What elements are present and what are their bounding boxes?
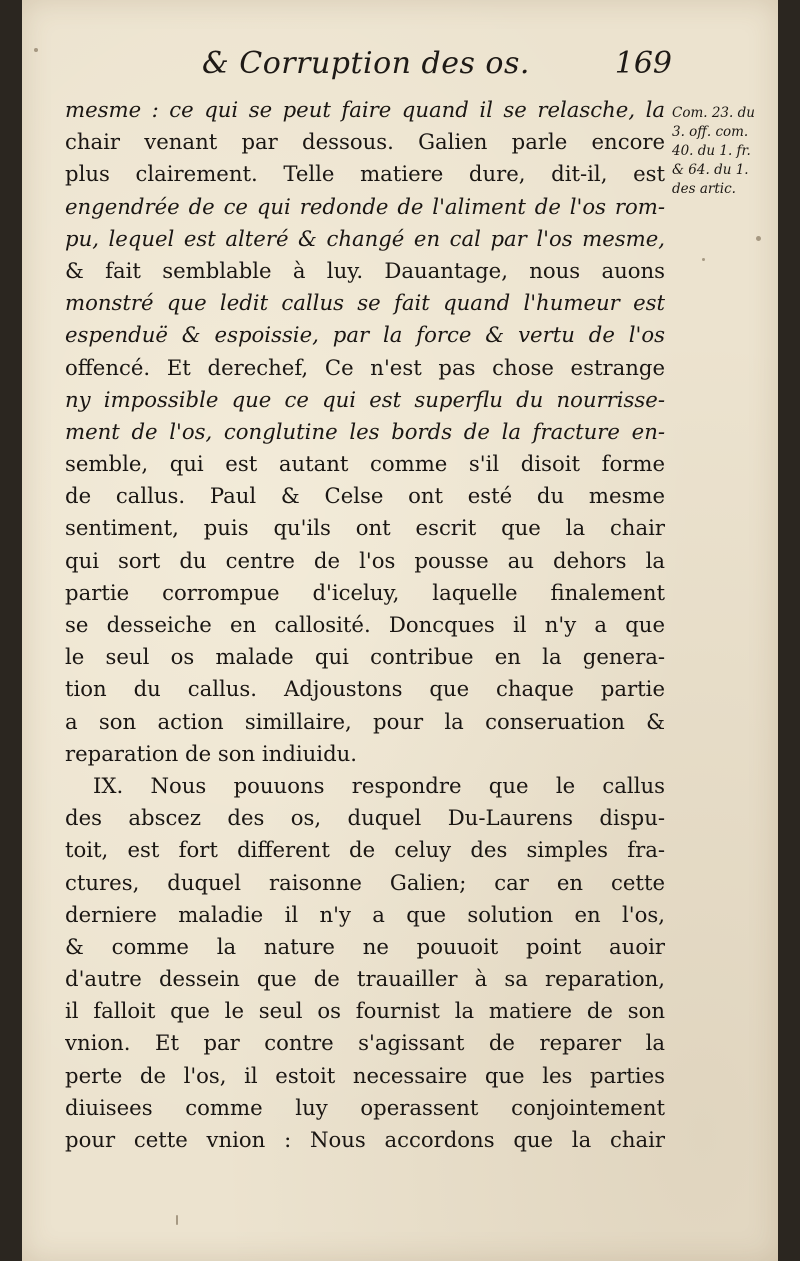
text-line: monstré que ledit callus se fait quand l'humeur est: [65, 290, 665, 316]
text-line: ment de l'os, conglutine les bords de la fracture en-: [65, 418, 665, 444]
text-line: chair venant par dessous. Galien parle encore: [65, 129, 665, 155]
text-line: il falloit que le seul os fournist la matiere de son: [65, 998, 665, 1024]
text-line: qui sort du centre de l'os pousse au dehors la: [65, 547, 665, 573]
margin-note-line: des artic.: [672, 181, 736, 197]
text-line: pu, lequel est alteré & changé en cal par l'os mesme,: [65, 225, 665, 251]
text-line: tion du callus. Adjoustons que chaque partie: [65, 676, 665, 702]
text-line: ctures, duquel raisonne Galien; car en cette: [65, 869, 665, 895]
text-line: semble, qui est autant comme s'il disoit forme: [65, 451, 665, 477]
body-text: [65, 94, 665, 1156]
paper-speck: [34, 48, 38, 52]
paper-speck: [702, 258, 705, 261]
text-line: a son action simillaire, pour la conseruation &: [65, 708, 665, 734]
text-line: plus clairement. Telle matiere dure, dit-il, est: [65, 161, 665, 187]
book-page: [22, 0, 778, 1261]
text-line: le seul os malade qui contribue en la genera-: [65, 644, 665, 670]
page-number: 169: [614, 46, 672, 81]
text-line: sentiment, puis qu'ils ont escrit que la chair: [65, 515, 665, 541]
running-title: & Corruption des os.: [202, 46, 530, 81]
section-heading-line: IX. Nous pouuons respondre que le callus: [93, 772, 665, 798]
paper-speck: [756, 236, 761, 241]
text-line: pour cette vnion : Nous accordons que la chair: [65, 1127, 665, 1152]
text-line: reparation de son indiuidu.: [65, 740, 358, 766]
text-line: perte de l'os, il estoit necessaire que les parties: [65, 1062, 665, 1088]
text-line: derniere maladie il n'y a que solution en l'os,: [65, 901, 665, 927]
text-line: ny impossible que ce qui est superflu du nourrisse-: [65, 386, 665, 412]
text-line: toit, est fort different de celuy des simples fra-: [65, 837, 665, 863]
text-line: partie corrompue d'iceluy, laquelle finalement: [65, 579, 665, 605]
text-line: d'autre dessein que de trauailler à sa reparation,: [65, 966, 665, 992]
text-line: offencé. Et derechef, Ce n'est pas chose estrange: [65, 354, 665, 380]
text-line: se desseiche en callosité. Doncques il n'y a que: [65, 612, 665, 637]
text-line: vnion. Et par contre s'agissant de reparer la: [65, 1030, 665, 1056]
text-line: de callus. Paul & Celse ont esté du mesme: [65, 483, 665, 509]
text-line: des abscez des os, duquel Du-Laurens dispu-: [65, 805, 665, 831]
text-line: & fait semblable à luy. Dauantage, nous auons: [65, 257, 665, 283]
text-line: & comme la nature ne pouuoit point auoir: [65, 933, 665, 959]
margin-note-line: & 64. du 1.: [672, 162, 749, 178]
paper-speck: [176, 1215, 178, 1225]
margin-note-line: 40. du 1. fr.: [672, 143, 751, 159]
text-line: diuisees comme luy operassent conjointement: [65, 1094, 665, 1120]
text-line: mesme : ce qui se peut faire quand il se relasche, la: [65, 97, 665, 122]
text-line: espenduë & espoissie, par la force & vertu de l'os: [65, 322, 665, 348]
margin-note-line: Com. 23. du: [672, 105, 755, 121]
text-line: engendrée de ce qui redonde de l'aliment de l'os rom-: [65, 193, 665, 219]
page-header: [202, 38, 672, 88]
margin-note: [672, 104, 777, 199]
margin-note-line: 3. off. com.: [672, 124, 749, 140]
